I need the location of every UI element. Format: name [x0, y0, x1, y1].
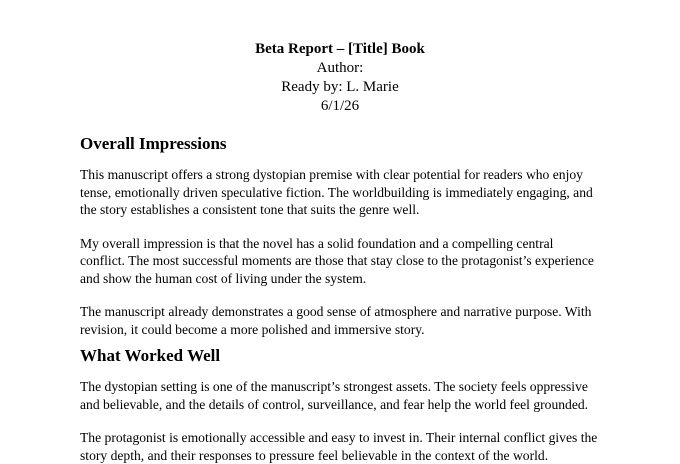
paragraph: This manuscript offers a strong dystopian premise with clear potential for readers who enjoy tense, emotionally driven speculative fiction. The worldbuilding is immediately engaging, and the story establishes a consistent tone that suits the genre well.: [80, 167, 593, 217]
ready-by-line: Ready by: L. Marie: [281, 79, 399, 95]
paragraph: The protagonist is emotionally accessible and easy to invest in. Their internal conflict gives the story depth, and their responses to pressure feel believable in the context of the world.: [80, 430, 598, 463]
section-heading-what-worked-well: What Worked Well: [80, 346, 221, 365]
paragraph: My overall impression is that the novel has a solid foundation and a compelling central conflict. The most successful moments are those that stay close to the protagonist’s experience and show the human cost of living under the system.: [80, 235, 594, 286]
report-date: 6/1/26: [320, 98, 360, 114]
paragraph: The dystopian setting is one of the manuscript’s strongest assets. The society feels oppressive and believable, and the details of control, surveillance, and fear help the world feel grounded.: [80, 379, 589, 412]
section-heading-overall-impressions: Overall Impressions: [80, 134, 227, 153]
report-title: Beta Report – [Title] Book: [255, 41, 425, 57]
paragraph: The manuscript already demonstrates a good sense of atmosphere and narrative purpose. With revision, it could become a more polished and immersive story.: [80, 304, 592, 337]
report-header: [80, 0, 600, 116]
author-line: Author:: [316, 60, 364, 76]
